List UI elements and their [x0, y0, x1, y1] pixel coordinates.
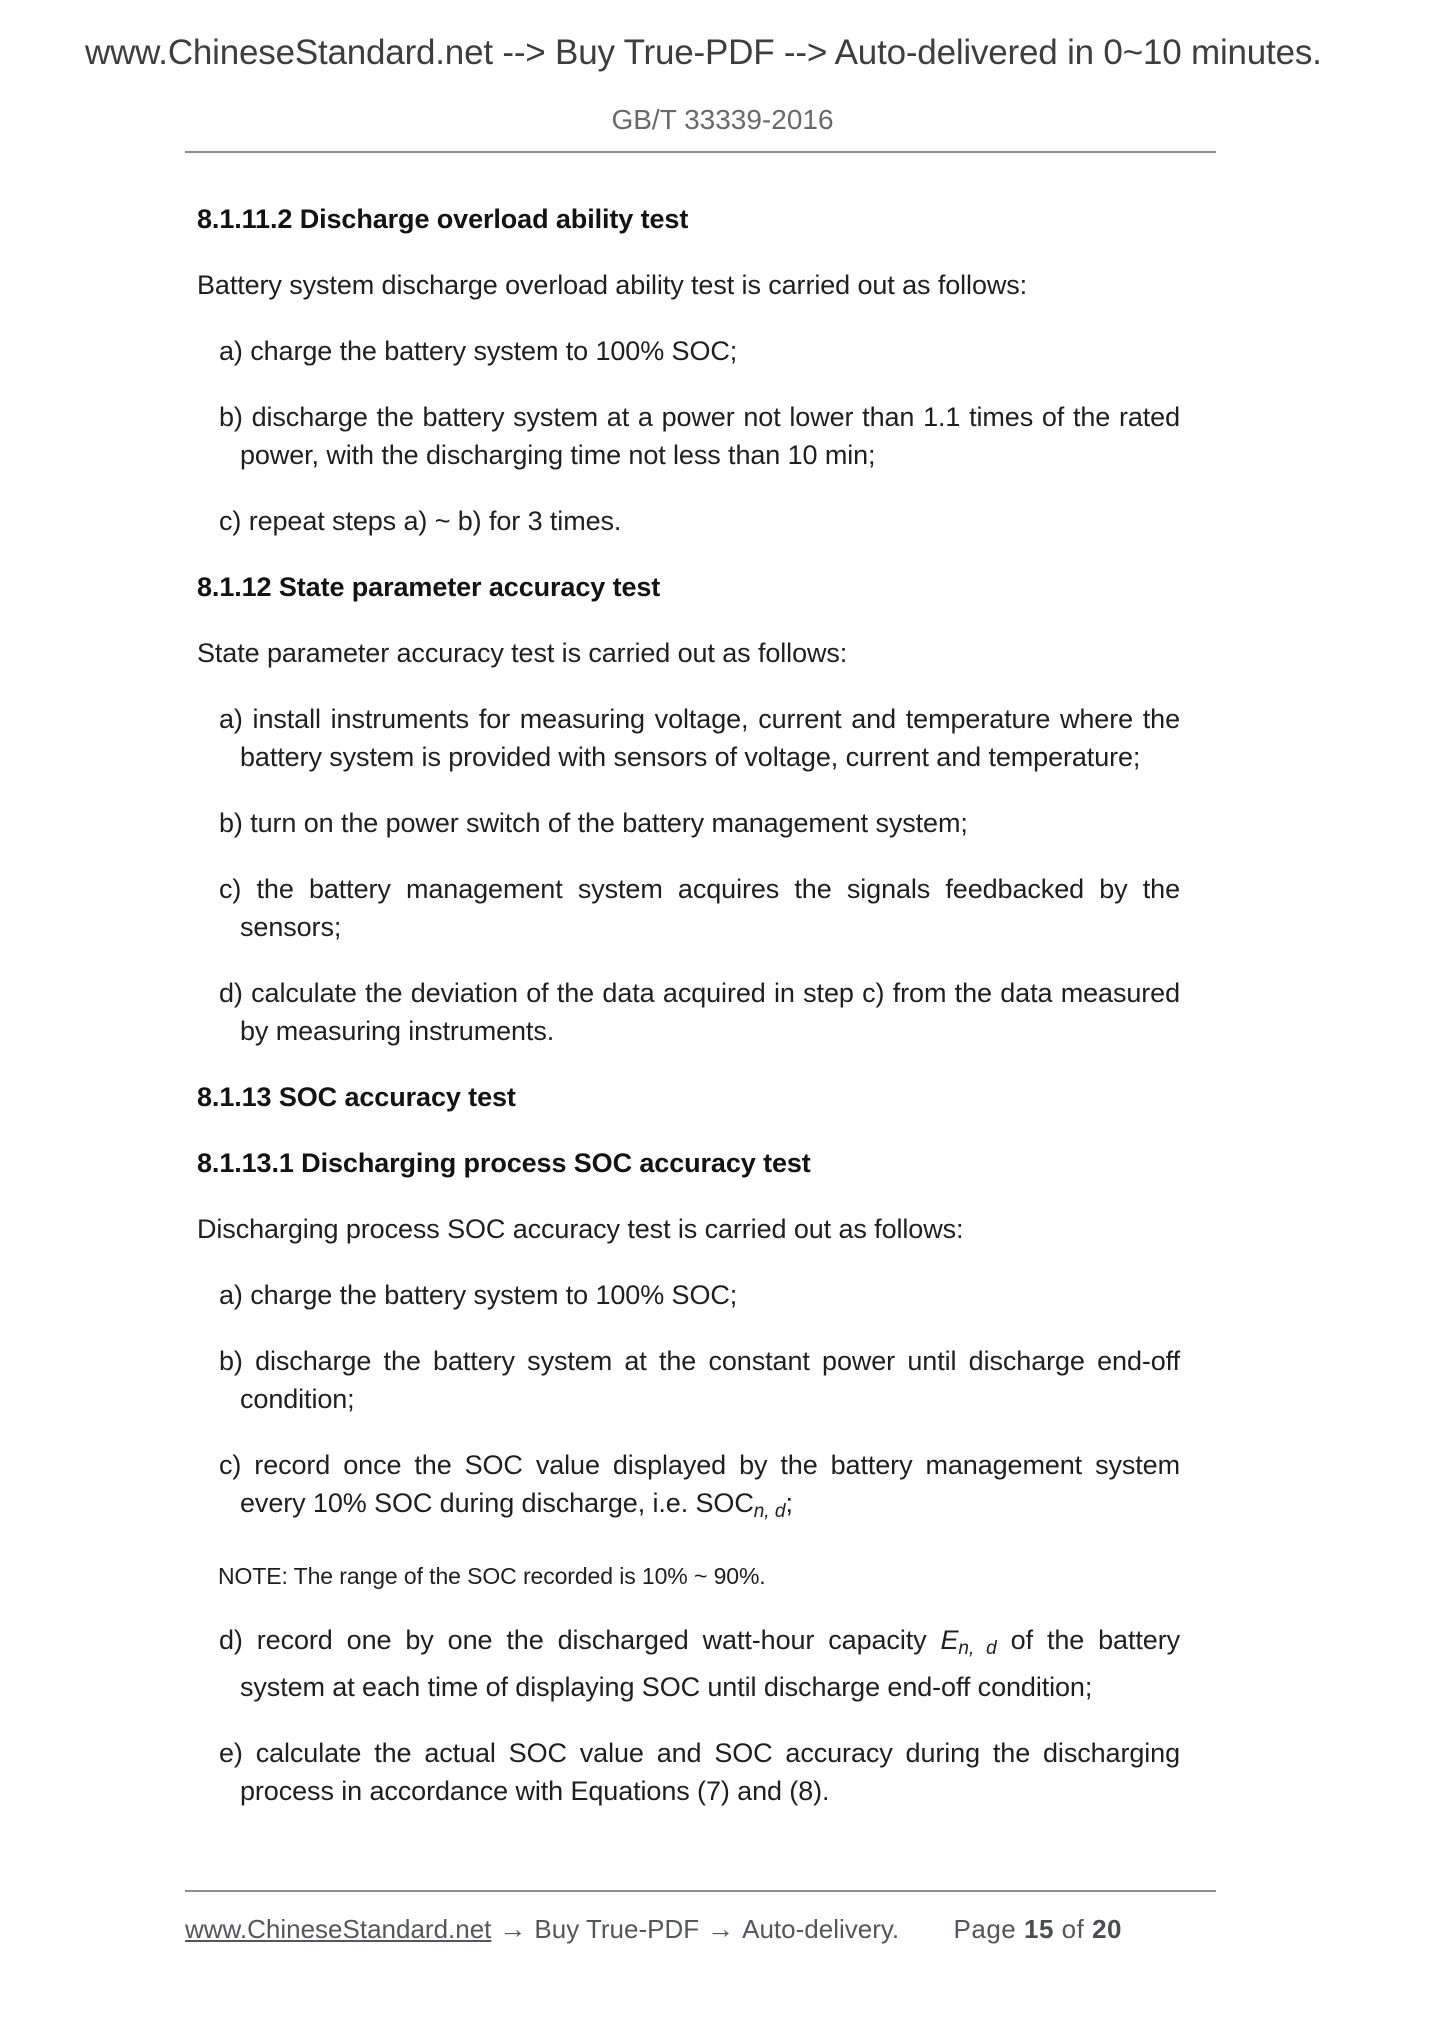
list-item: a) charge the battery system to 100% SOC;	[219, 336, 738, 366]
arrow-icon: →	[707, 1914, 735, 1944]
note-text: NOTE: The range of the SOC recorded is 10% ~ 90%.	[218, 1563, 766, 1589]
page-indicator	[954, 1914, 1122, 1945]
list-item	[197, 1621, 1180, 1706]
paragraph: Discharging process SOC accuracy test is carried out as follows:	[197, 1214, 964, 1244]
arrow-icon: →	[499, 1914, 527, 1944]
list-item: c) the battery management system acquires the signals feedbacked by the sensors;	[219, 874, 1180, 942]
site-banner: www.ChineseStandard.net --> Buy True-PDF --> Auto-delivered in 0~10 minutes.	[85, 33, 1322, 72]
page-label: Page	[953, 1914, 1017, 1944]
paragraph: State parameter accuracy test is carried out as follows:	[197, 638, 848, 668]
section-heading: 8.1.13 SOC accuracy test	[197, 1082, 516, 1112]
footer	[185, 1914, 1216, 1945]
of-label: of	[1061, 1914, 1085, 1944]
list-item: a) charge the battery system to 100% SOC;	[219, 1280, 738, 1310]
list-item-text: c) record once the SOC value displayed by the battery management system every 10% SOC during discharge, i.e. SOC	[219, 1450, 1180, 1518]
footer-breadcrumb	[185, 1914, 899, 1945]
document-body	[197, 200, 1180, 1838]
list-item-text: d) record one by one the discharged watt-hour capacity	[219, 1625, 941, 1655]
footer-step-delivery: Auto-delivery.	[742, 1914, 900, 1944]
section-heading: 8.1.11.2 Discharge overload ability test	[197, 204, 689, 234]
list-item: b) discharge the battery system at a power not lower than 1.1 times of the rated power, with the discharging time not less than 10 min;	[219, 402, 1180, 470]
section-heading: 8.1.12 State parameter accuracy test	[197, 572, 661, 602]
section-subheading: 8.1.13.1 Discharging process SOC accuracy test	[197, 1148, 811, 1178]
list-item-text: of the battery system at each time of displaying SOC until discharge end-off condition;	[240, 1625, 1180, 1702]
variable-symbol: E	[940, 1625, 959, 1655]
subscript-text: n, d	[753, 1501, 786, 1522]
footer-link[interactable]: www.ChineseStandard.net	[185, 1914, 492, 1944]
list-item: b) discharge the battery system at the constant power until discharge end-off condition;	[219, 1346, 1180, 1414]
header-divider	[185, 151, 1216, 153]
list-item: b) turn on the power switch of the battery management system;	[219, 808, 968, 838]
subscript-text: n, d	[958, 1638, 997, 1659]
list-item-text: ;	[785, 1488, 793, 1518]
page-number-current: 15	[1024, 1914, 1054, 1944]
list-item: e) calculate the actual SOC value and SOC accuracy during the discharging process in accordance with Equations (7) and (8).	[219, 1738, 1180, 1806]
document-number: GB/T 33339-2016	[611, 104, 834, 135]
paragraph: Battery system discharge overload ability test is carried out as follows:	[197, 270, 1028, 300]
list-item: a) install instruments for measuring voltage, current and temperature where the battery system is provided with sensors of voltage, current and temperature;	[219, 704, 1180, 772]
list-item	[197, 1446, 1180, 1531]
list-item: d) calculate the deviation of the data acquired in step c) from the data measured by measuring instruments.	[219, 978, 1180, 1046]
footer-step-buy: Buy True-PDF	[534, 1914, 700, 1944]
list-item: c) repeat steps a) ~ b) for 3 times.	[219, 506, 622, 536]
page-number-total: 20	[1092, 1914, 1122, 1944]
footer-divider	[185, 1890, 1216, 1892]
